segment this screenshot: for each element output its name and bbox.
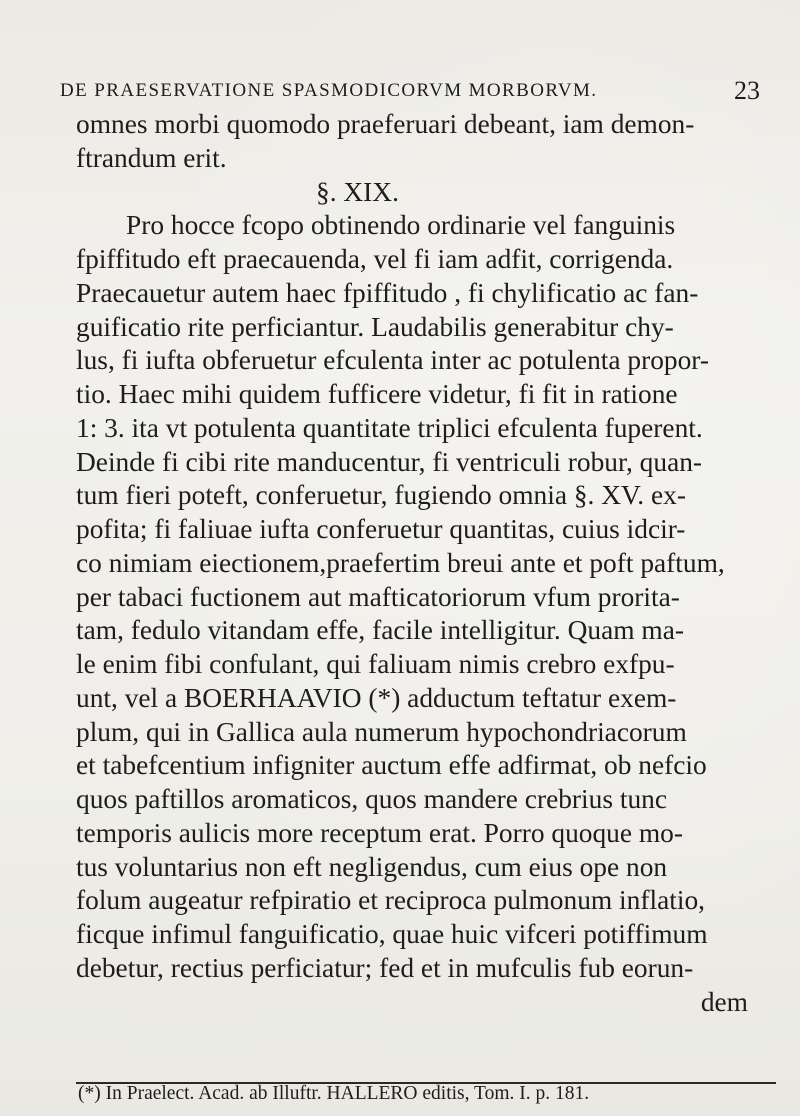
text-line: unt, vel a BOERHAAVIO (*) adductum teftatur exem-	[76, 682, 677, 713]
text-line: Praecauetur autem haec fpiffitudo , fi chylificatio ac fan-	[76, 277, 699, 308]
text-line: guificatio rite perficiantur. Laudabilis generabitur chy-	[76, 311, 674, 342]
text-line: tam, fedulo vitandam effe, facile intelligitur. Quam ma-	[76, 615, 684, 646]
text-line: plum, qui in Gallica aula numerum hypochondriacorum	[76, 716, 687, 747]
text-line: per tabaci fuctionem aut mafticatoriorum vfum prorita-	[76, 581, 680, 612]
text-line: omnes morbi quomodo praeferuari debeant, iam demon-	[76, 109, 695, 139]
running-title: DE PRAESERVATIONE SPASMODICORVM MORBORVM.	[60, 80, 598, 101]
text-line: 1: 3. ita vt potulenta quantitate triplici efculenta fuperent.	[76, 412, 703, 443]
page-number: 23	[734, 76, 760, 105]
section-heading: §. XIX.	[316, 176, 399, 207]
text-line: Pro hocce fcopo obtinendo ordinarie vel fanguinis	[126, 210, 676, 241]
text-line: ftrandum erit.	[76, 142, 227, 173]
text-line: Deinde fi cibi rite manducentur, fi ventriculi robur, quan-	[76, 446, 703, 477]
text-line: fpiffitudo eft praecauenda, vel fi iam adfit, corrigenda.	[76, 244, 674, 274]
text-line: le enim fibi confulant, qui faliuam nimis crebro exfpu-	[76, 649, 675, 679]
catchword: dem	[700, 986, 748, 1017]
text-line: tio. Haec mihi quidem fufficere videtur, fi fit in ratione	[76, 379, 678, 409]
text-line: tus voluntarius non eft negligendus, cum eius ope non	[76, 851, 668, 882]
text-line: pofita; fi faliuae iufta conferuetur quantitas, cuius idcir-	[76, 514, 686, 544]
text-line: co nimiam eiectionem,praefertim breui ante et poft paftum,	[76, 547, 725, 578]
text-line: tum fieri poteft, conferuetur, fugiendo omnia §. XV. ex-	[76, 480, 686, 511]
text-line: ficque infimul fanguificatio, quae huic vifceri potiffimum	[76, 919, 708, 949]
footnote: (*) In Praelect. Acad. ab Illuftr. HALLERO editis, Tom. I. p. 181.	[78, 1083, 590, 1104]
text-line: lus, fi iufta obferuetur efculenta inter ac potulenta propor-	[76, 345, 709, 376]
text-line: quos paftillos aromaticos, quos mandere crebrius tunc	[76, 784, 668, 814]
text-line: debetur, rectius perficiatur; fed et in mufculis fub eorun-	[76, 952, 694, 983]
text-line: folum augeatur refpiratio et reciproca pulmonum inflatio,	[76, 885, 705, 916]
text-line: temporis aulicis more receptum erat. Porro quoque mo-	[76, 817, 683, 848]
body-text	[76, 108, 788, 1019]
text-line: et tabefcentium infigniter auctum effe adfirmat, ob nefcio	[76, 750, 707, 781]
